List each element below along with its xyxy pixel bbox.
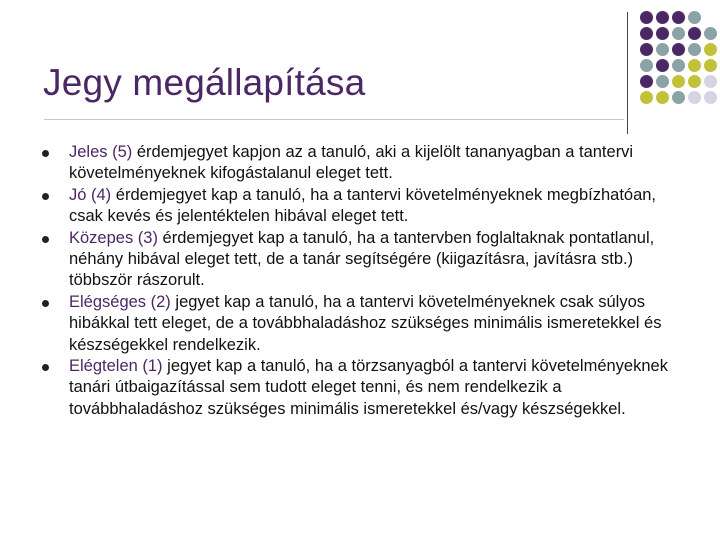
bullet-item-grade-1 [42,356,682,420]
bullet-item-grade-5 [42,142,682,185]
decor-dot [688,91,701,104]
decor-dot [672,11,685,24]
grade-label: Elégséges (2) [69,292,171,311]
slide-title: Jegy megállapítása [43,62,366,103]
bullet-text: érdemjegyet kapjon az a tanuló, aki a kijelölt tananyagban a tantervi követelményeknek kifogástalanul eleget tett. [69,143,634,183]
grade-label: Közepes (3) [69,228,158,247]
bullet-item-grade-3 [42,228,682,292]
bullet-item-grade-4 [42,185,682,228]
decor-dot [704,59,717,72]
decor-dot [640,91,653,104]
grade-label: Jó (4) [69,185,112,204]
decor-dot [688,27,701,40]
decorative-vertical-line [627,12,628,134]
decor-dot [688,75,701,88]
bullet-dot-icon [42,150,49,157]
title-divider [44,119,624,120]
bullet-item-grade-2 [42,292,682,356]
decor-dot [640,27,653,40]
decor-dot [704,43,717,56]
decor-dot [672,43,685,56]
decor-dot [688,43,701,56]
bullet-dot-icon [42,236,49,243]
decor-dot [704,27,717,40]
bullet-text: jegyet kap a tanuló, ha a tantervi követelményeknek csak súlyos hibákkal tett eleget, de a továbbhaladáshoz szükséges minimális ismeretekkel és készségekkel rendelkezik. [69,292,662,354]
decor-dot [656,11,669,24]
decor-dot [704,75,717,88]
grade-label: Elégtelen (1) [69,357,163,376]
decor-dot [656,91,669,104]
bullet-list [42,142,682,420]
decor-dot [656,75,669,88]
decor-dot [672,59,685,72]
decorative-dot-grid [640,11,720,111]
decor-dot [704,91,717,104]
decor-dot [640,59,653,72]
bullet-text: jegyet kap a tanuló, ha a törzsanyagból a tantervi követelményeknek tanári útbaigazítással sem tudott eleget tenni, és nem rendelkezik a továbbhaladáshoz szükséges minimális ismeretekkel és/vagy készségekkel. [69,357,668,418]
bullet-text: érdemjegyet kap a tanuló, ha a tantervben foglaltaknak pontatlanul, néhány hibával eleget tett, de a tanár segítségére (kiigazításra, javításra stb.) többször rászorult. [69,228,655,290]
decor-dot [656,59,669,72]
grade-label: Jeles (5) [69,143,133,161]
decor-dot [688,11,701,24]
decor-dot [640,43,653,56]
decor-dot [656,27,669,40]
bullet-text: érdemjegyet kap a tanuló, ha a tantervi követelményeknek megbízhatóan, csak kevés és jelentéktelen hibával eleget tett. [69,185,657,226]
bullet-dot-icon [42,364,49,371]
decor-dot [688,59,701,72]
decor-dot [640,75,653,88]
decor-dot [672,75,685,88]
decor-dot [672,91,685,104]
decor-dot [656,43,669,56]
bullet-dot-icon [42,300,49,307]
decor-dot [640,11,653,24]
decor-dot [672,27,685,40]
bullet-dot-icon [42,193,49,200]
